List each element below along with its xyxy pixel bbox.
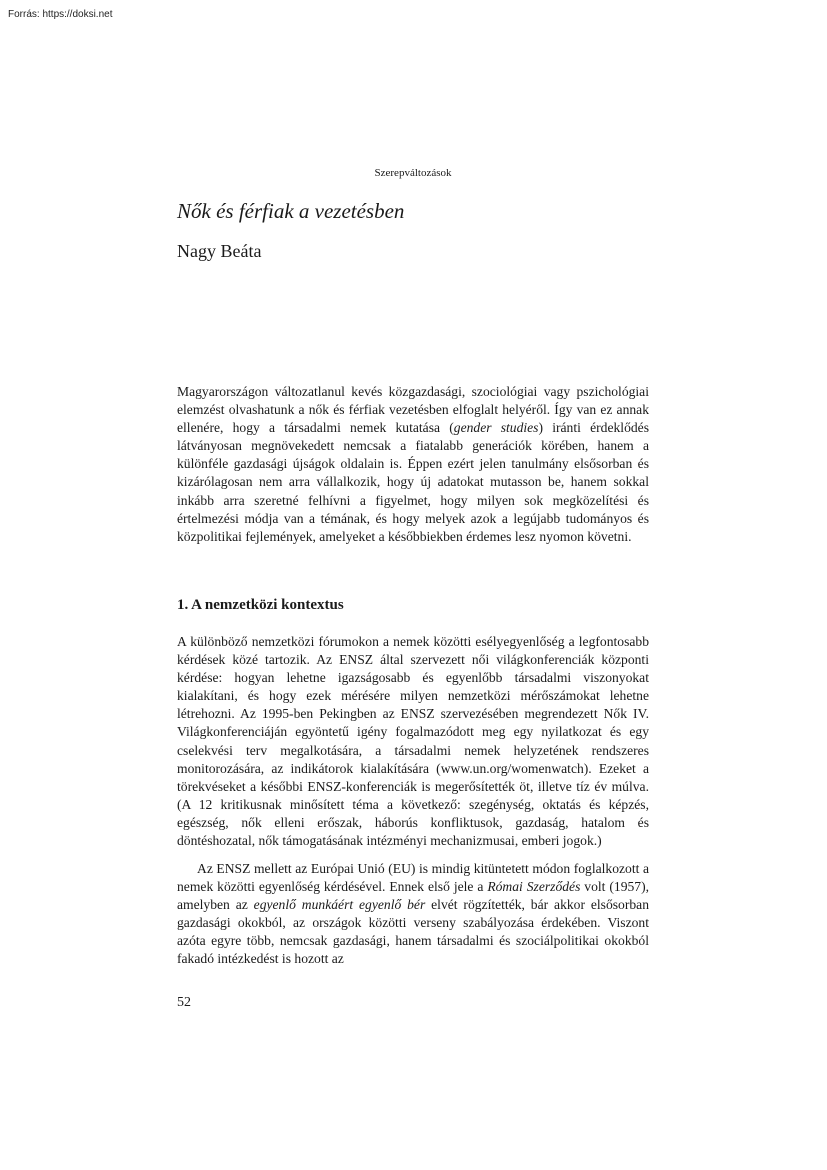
paragraph-text: Az ENSZ mellett az Európai Unió (EU) is mindig kitüntetett módon foglalkozott a nemek közötti egyenlőség kérdésével. Ennek első jele a — [177, 861, 649, 895]
body-paragraph-1: A különböző nemzetközi fórumokon a nemek közötti esélyegyenlőség a legfontosabb kérdések közé tartozik. Az ENSZ által szervezett női világkonferenciák központi kérdése: hogyan lehetne igazságosabb és egyenlőbb társadalmi viszonyokat kialakítani, és hogy ezek mérésére milyen nemzetközi mérőszámokat lehetne létrehozni. Az 1995-ben Pekingben az ENSZ szervezésében megrendezett Nők IV. Világkonferenciáján egyöntetű igény fogalmazódott meg egy nyilatkozat és egy cselekvési terv megalkotására, a társadalmi nemek helyzetének rendszeres monitorozására, az indikátorok kialakítására (www.un.org/womenwatch). Ezeket a törekvéseket a későbbi ENSZ-konferenciák is megerősítették öt, illetve tíz év múlva. (A 12 kritikusnak minősített téma a következő: szegénység, oktatás és képzés, egészség, nők elleni erőszak, háborús konfliktusok, gazdaság, hatalom és döntéshozatal, nők támogatásának intézményi mechanizmusai, emberi jogok.) — [177, 634, 649, 849]
paragraph-text: volt (1957), amelyben az — [177, 879, 650, 913]
running-head: Szerepváltozások — [374, 167, 452, 179]
section-heading: 1. A nemzetközi kontextus — [177, 597, 344, 613]
paragraph-text: elvét rögzítették, bár akkor elsősorban gazdasági okokból, az országok közötti verseny szabályozása érdekében. Viszont azóta egyre több, nemcsak gazdasági, hanem társadalmi és szociálpolitikai okokból fakadó intézkedést is hozott az — [177, 897, 649, 967]
paragraph-emphasis: egyenlő munkáért egyenlő bér — [253, 897, 426, 913]
paragraph-emphasis: Római Szerződés — [487, 879, 581, 895]
abstract-text: ) iránti érdeklődés látványosan megnövekedett nemcsak a fiatalabb generációk körében, hanem a különféle gazdasági újságok oldalain is. Éppen ezért jelen tanulmány elsősorban és kizárólagosan nem arra vállalkozik, hogy új adatokat mutasson be, hanem sokkal inkább arra szeretné felhívni a figyelmet, hogy milyen sok megközelítési és értelmezési módja van a témának, és hogy melyek azok a legújabb tudományos és közpolitikai fejlemények, amelyeket a későbbiekben érdemes lesz nyomon követni. — [177, 420, 649, 544]
source-label: Forrás: https://doksi.net — [8, 9, 113, 20]
abstract-paragraph — [177, 383, 649, 546]
author-name: Nagy Beáta — [177, 241, 262, 261]
abstract-text: Magyarországon változatlanul kevés közgazdasági, szociológiai vagy pszichológiai elemzést olvashatunk a nők és férfiak vezetésben elfoglalt helyéről. Így van ez annak ellenére, hogy a társadalmi nemek kutatása ( — [177, 384, 649, 436]
page-number: 52 — [177, 995, 191, 1010]
abstract-emphasis: gender studies — [453, 420, 539, 436]
article-title: Nők és férfiak a vezetésben — [177, 199, 405, 223]
body-paragraph-2 — [177, 860, 649, 969]
